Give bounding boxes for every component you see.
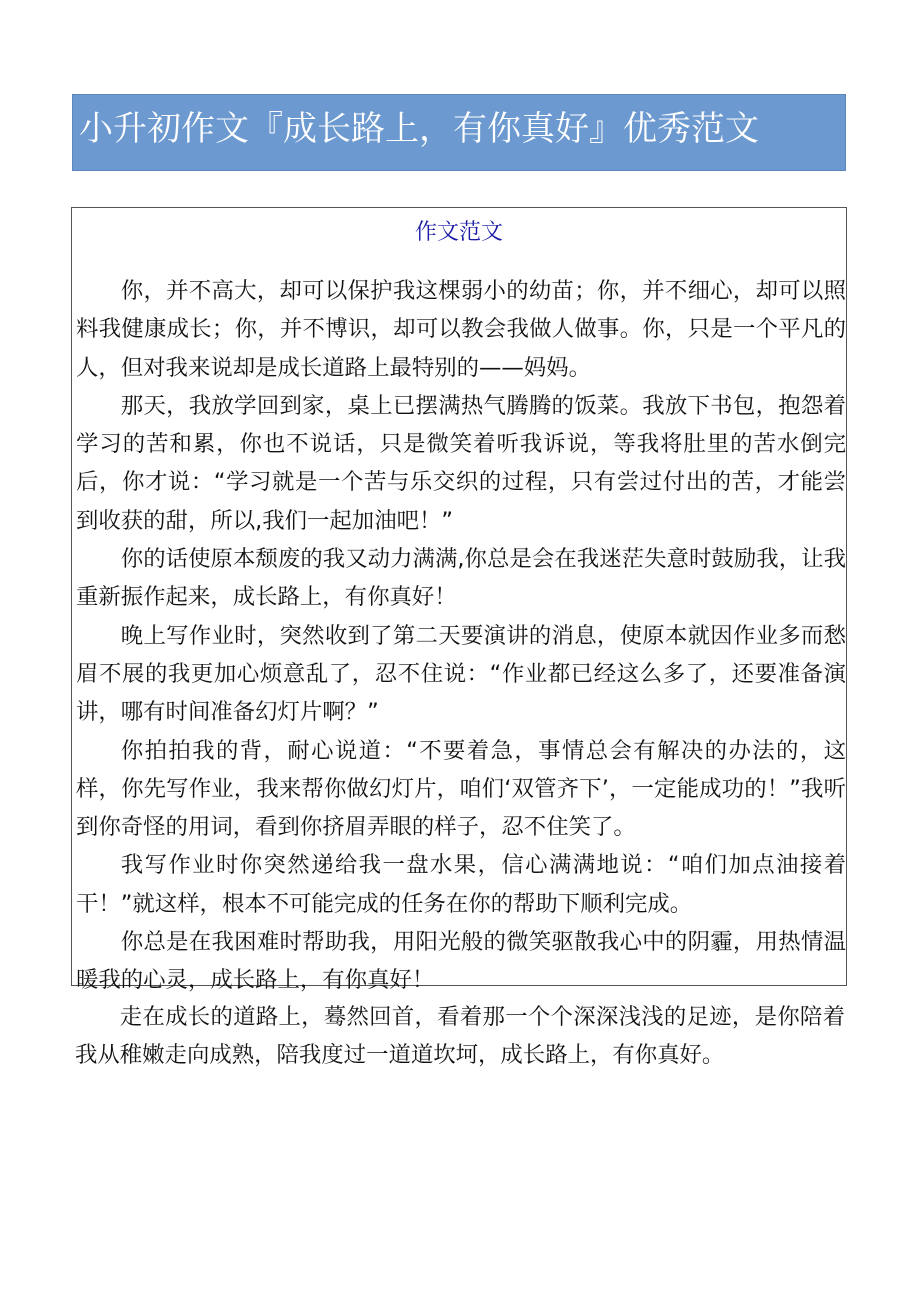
essay-body bbox=[76, 272, 846, 1000]
essay-paragraph: 你，并不高大，却可以保护我这棵弱小的幼苗；你，并不细心，却可以照料我健康成长；你，并不博识，却可以教会我做人做事。你，只是一个平凡的人，但对我来说却是成长道路上最特别的——妈妈。 bbox=[76, 278, 846, 381]
essay-paragraph: 你总是在我困难时帮助我，用阳光般的微笑驱散我心中的阴霾，用热情温暖我的心灵，成长路上，有你真好！ bbox=[76, 929, 846, 994]
title-banner bbox=[72, 94, 846, 171]
essay-heading: 作文范文 bbox=[414, 220, 503, 245]
essay-paragraph: 你的话使原本颓废的我又动力满满,你总是会在我迷茫失意时鼓励我，让我重新振作起来，成长路上，有你真好！ bbox=[76, 546, 846, 611]
essay-paragraph: 那天，我放学回到家，桌上已摆满热气腾腾的饭菜。我放下书包，抱怨着学习的苦和累，你也不说话，只是微笑着听我诉说，等我将肚里的苦水倒完后，你才说：“学习就是一个苦与乐交织的过程，只有尝过付出的苦，才能尝到收获的甜，所以,我们一起加油吧！” bbox=[76, 392, 846, 534]
closing-section bbox=[75, 998, 845, 1075]
closing-paragraph: 走在成长的道路上，蓦然回首，看着那一个个深深浅浅的足迹，是你陪着我从稚嫩走向成熟，陪我度过一道道坎坷，成长路上，有你真好。 bbox=[75, 1004, 845, 1069]
essay-box bbox=[71, 207, 847, 994]
essay-paragraph: 晚上写作业时，突然收到了第二天要演讲的消息，使原本就因作业多而愁眉不展的我更加心烦意乱了，忍不住说：“作业都已经这么多了，还要准备演讲，哪有时间准备幻灯片啊？” bbox=[76, 622, 846, 726]
page-title: 小升初作文『成长路上，有你真好』优秀范文 bbox=[79, 109, 759, 149]
essay-paragraph: 你拍拍我的背，耐心说道：“不要着急，事情总会有解决的办法的，这样，你先写作业，我来帮你做幻灯片，咱们‘双管齐下’，一定能成功的！”我听到你奇怪的用词，看到你挤眉弄眼的样子，忍不住笑了。 bbox=[76, 737, 846, 841]
essay-paragraph: 我写作业时你突然递给我一盘水果，信心满满地说：“咱们加点油接着干！”就这样，根本不可能完成的任务在你的帮助下顺利完成。 bbox=[76, 852, 846, 917]
